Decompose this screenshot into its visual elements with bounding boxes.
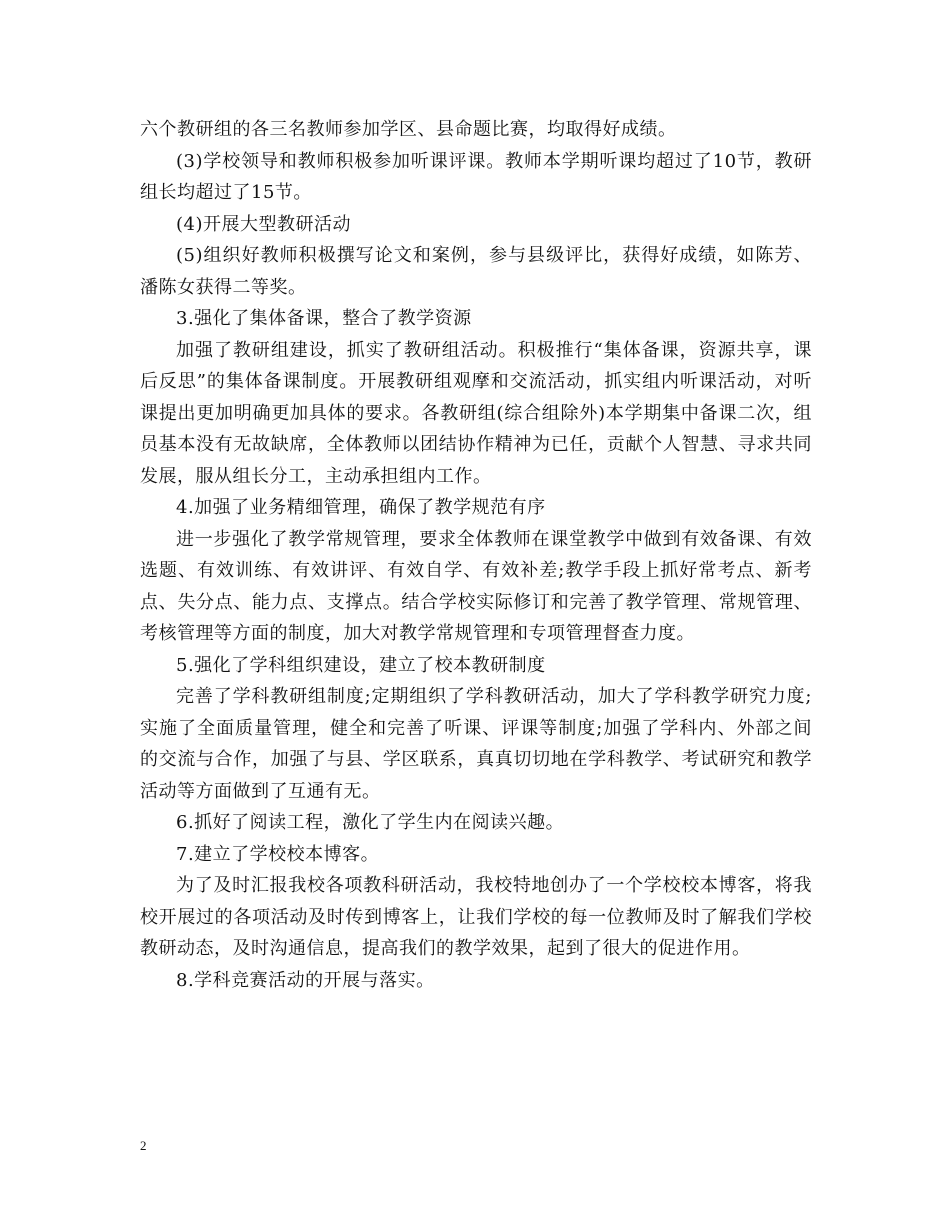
section-heading: 6.抓好了阅读工程，激化了学生内在阅读兴趣。 (176, 812, 565, 833)
section-heading: 7.建立了学校校本博客。 (176, 843, 380, 865)
section-heading: 8.学科竞赛活动的开展与落实。 (176, 969, 435, 991)
document-body (140, 114, 812, 996)
paragraph: 为了及时汇报我校各项教科研活动，我校特地创办了一个学校校本博客，将我校开展过的各项活动及时传到博客上，让我们学校的每一位教师及时了解我们学校教研动态，及时沟通信息，提高我们的教学效果，起到了很大的促进作用。 (140, 875, 812, 959)
paragraph: 完善了学科教研组制度;定期组织了学科教研活动，加大了学科教学研究力度;实施了全面质量管理，健全和完善了听课、评课等制度;加强了学科内、外部之间的交流与合作，加强了与县、学区联系，真真切切地在学科教学、考试研究和教学活动等方面做到了互通有无。 (140, 686, 812, 802)
paragraph: 六个教研组的各三名教师参加学区、县命题比赛，均取得好成绩。 (140, 119, 677, 140)
paragraph: (5)组织好教师积极撰写论文和案例，参与县级评比，获得好成绩，如陈芳、潘陈女获得二等奖。 (140, 245, 812, 298)
section-heading: 3.强化了集体备课，整合了教学资源 (176, 308, 472, 329)
paragraph: (3)学校领导和教师积极参加听课评课。教师本学期听课均超过了10节，教研组长均超过了15节。 (140, 150, 812, 203)
section-heading: 5.强化了学科组织建设，建立了校本教研制度 (176, 654, 546, 676)
section-heading: 4.加强了业务精细管理，确保了教学规范有序 (176, 497, 546, 518)
paragraph: 进一步强化了教学常规管理，要求全体教师在课堂教学中做到有效备课、有效选题、有效训练、有效讲评、有效自学、有效补差;教学手段上抓好常考点、新考点、失分点、能力点、支撑点。结合学校实际修订和完善了教学管理、常规管理、考核管理等方面的制度，加大对教学常规管理和专项管理督查力度。 (140, 528, 812, 644)
paragraph: (4)开展大型教研活动 (176, 213, 351, 235)
page-number: 2 (140, 1138, 147, 1153)
paragraph: 加强了教研组建设，抓实了教研组活动。积极推行“集体备课，资源共享，课后反思”的集体备课制度。开展教研组观摩和交流活动，抓实组内听课活动，对听课提出更加明确更加具体的要求。各教研组(综合组除外)本学期集中备课二次，组员基本没有无故缺席，全体教师以团结协作精神为已任，贡献个人智慧、寻求共同发展，服从组长分工，主动承担组内工作。 (140, 339, 812, 487)
